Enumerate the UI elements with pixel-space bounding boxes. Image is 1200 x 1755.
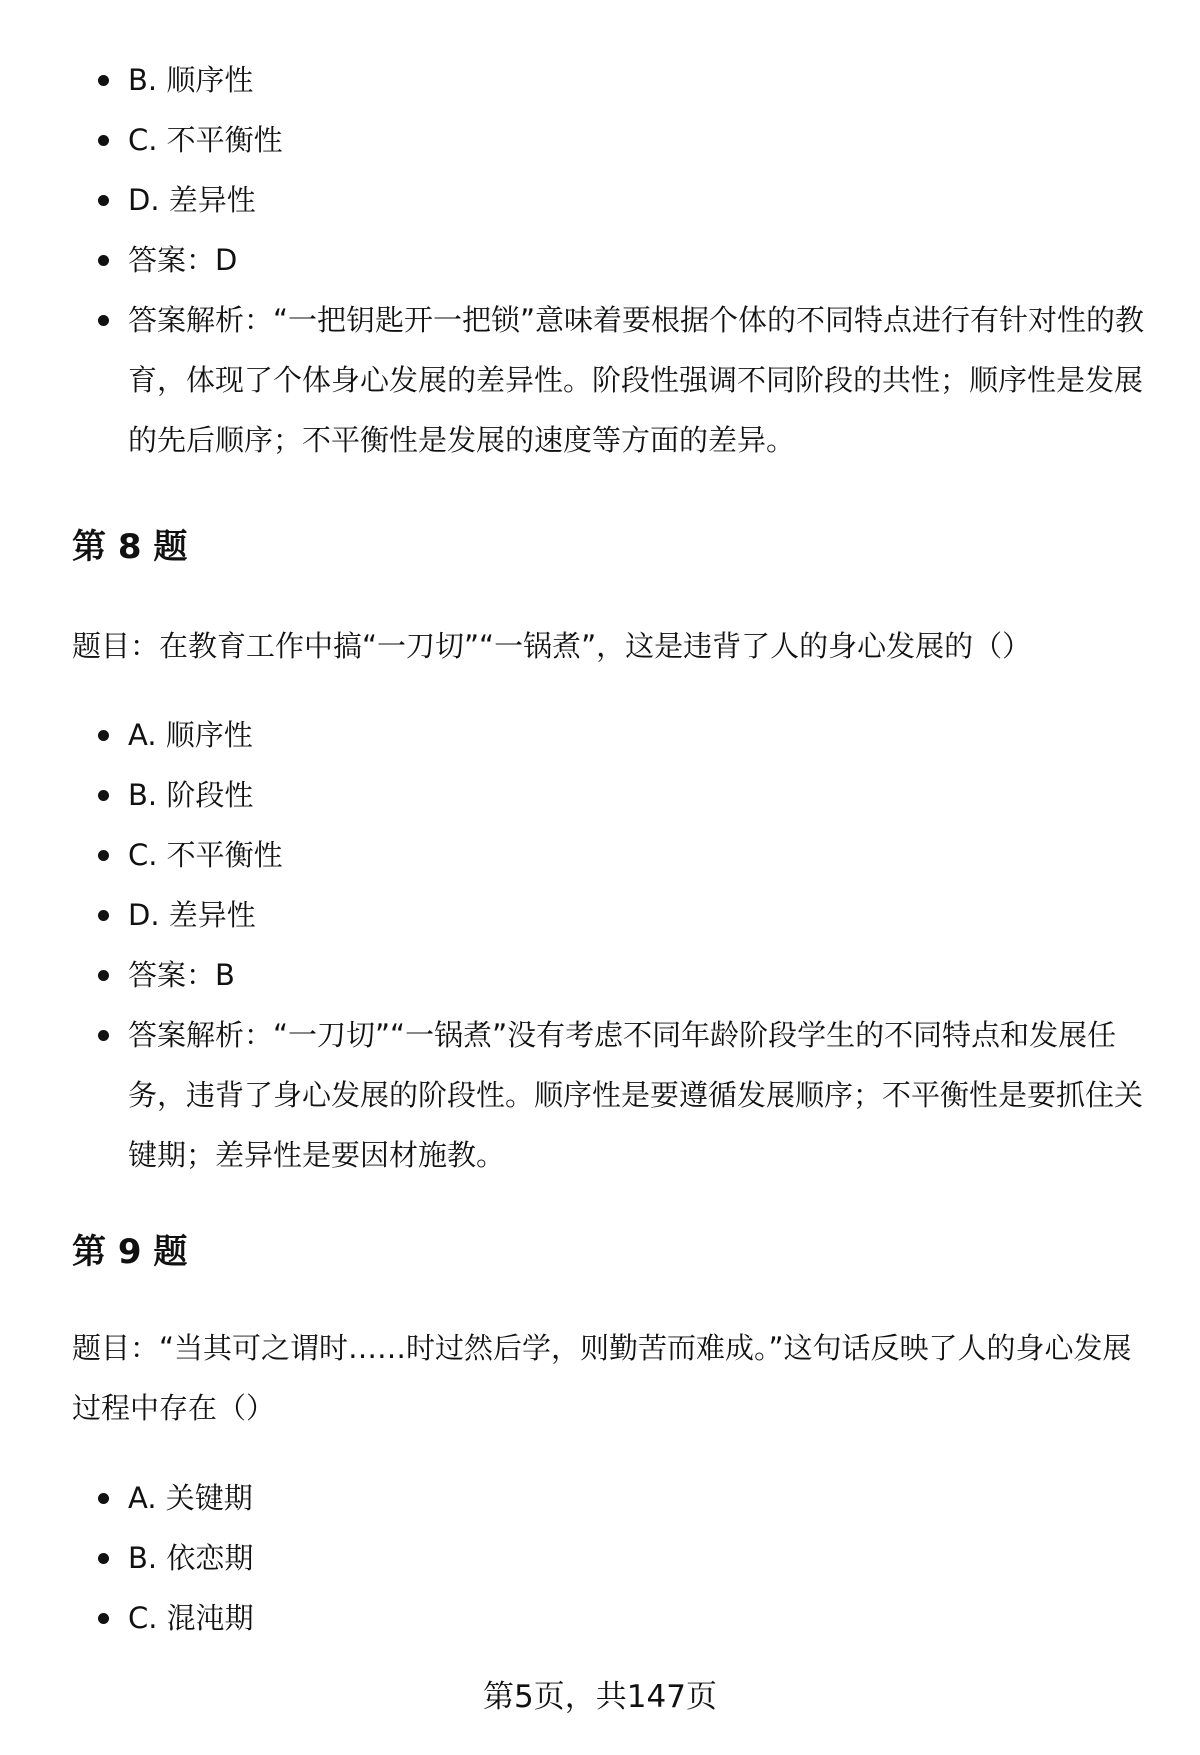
q8-answer: 答案：B <box>96 945 1146 1005</box>
q8-heading: 第 8 题 <box>72 527 188 567</box>
q8-option-a: A. 顺序性 <box>96 705 1146 765</box>
q7-option-c: C. 不平衡性 <box>96 110 1146 170</box>
q8-option-list <box>96 705 1146 1185</box>
q9-option-a: A. 关键期 <box>96 1468 1146 1528</box>
q8-option-c: C. 不平衡性 <box>96 825 1146 885</box>
q8-explanation: 答案解析：“一刀切”“一锅煮”没有考虑不同年龄阶段学生的不同特点和发展任务，违背了身心发展的阶段性。顺序性是要遵循发展顺序；不平衡性是要抓住关键期；差异性是要因材施教。 <box>96 1005 1146 1185</box>
q7-option-b: B. 顺序性 <box>96 50 1146 110</box>
q9-option-list <box>96 1468 1146 1648</box>
q8-option-b: B. 阶段性 <box>96 765 1146 825</box>
q9-question: 题目：“当其可之谓时……时过然后学，则勤苦而难成。”这句话反映了人的身心发展过程中存在（） <box>72 1331 1132 1425</box>
q9-heading: 第 9 题 <box>72 1232 188 1272</box>
q8-option-d: D. 差异性 <box>96 885 1146 945</box>
page-number-footer: 第5页，共147页 <box>483 1679 717 1715</box>
q7-option-list <box>96 50 1146 470</box>
q8-question: 题目：在教育工作中搞“一刀切”“一锅煮”，这是违背了人的身心发展的（） <box>72 629 1032 663</box>
q7-answer: 答案：D <box>96 230 1146 290</box>
q9-option-b: B. 依恋期 <box>96 1528 1146 1588</box>
q7-explanation: 答案解析：“一把钥匙开一把锁”意味着要根据个体的不同特点进行有针对性的教育，体现了个体身心发展的差异性。阶段性强调不同阶段的共性；顺序性是发展的先后顺序；不平衡性是发展的速度等方面的差异。 <box>96 290 1146 470</box>
q9-option-c: C. 混沌期 <box>96 1588 1146 1648</box>
q7-option-d: D. 差异性 <box>96 170 1146 230</box>
